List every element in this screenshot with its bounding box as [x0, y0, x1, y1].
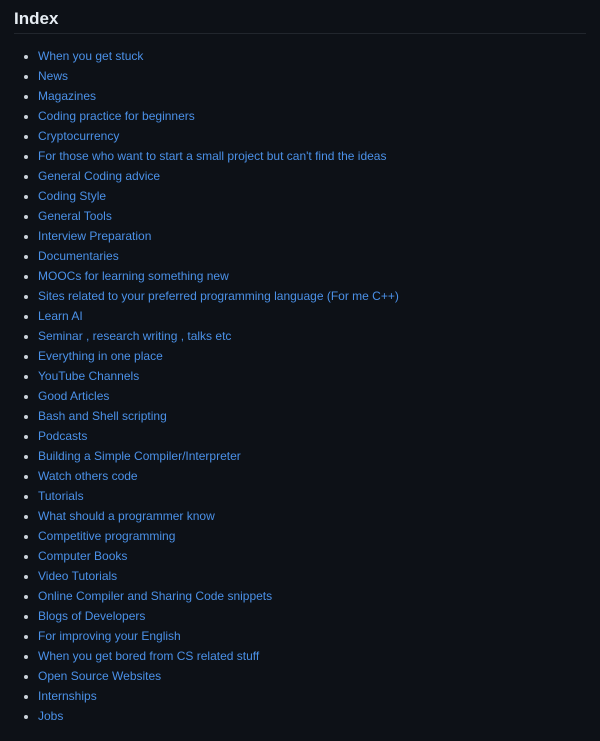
list-item	[38, 648, 586, 665]
index-link[interactable]: When you get stuck	[38, 49, 144, 63]
list-item	[38, 628, 586, 645]
index-link[interactable]: Seminar , research writing , talks etc	[38, 329, 232, 343]
index-link[interactable]: YouTube Channels	[38, 369, 140, 383]
list-item	[38, 328, 586, 345]
index-link[interactable]: Magazines	[38, 89, 97, 103]
index-link[interactable]: Bash and Shell scripting	[38, 409, 167, 423]
list-item	[38, 588, 586, 605]
list-item	[38, 488, 586, 505]
index-link[interactable]: Podcasts	[38, 429, 88, 443]
index-list	[14, 48, 586, 725]
list-item	[38, 408, 586, 425]
index-link[interactable]: For those who want to start a small project but can't find the ideas	[38, 149, 387, 163]
list-item	[38, 708, 586, 725]
index-link[interactable]: General Tools	[38, 209, 112, 223]
list-item	[38, 188, 586, 205]
list-item	[38, 248, 586, 265]
index-link[interactable]: Open Source Websites	[38, 669, 162, 683]
list-item	[38, 528, 586, 545]
index-link[interactable]: Coding practice for beginners	[38, 109, 195, 123]
index-link[interactable]: Jobs	[38, 709, 64, 723]
index-link[interactable]: Interview Preparation	[38, 229, 152, 243]
index-link[interactable]: Tutorials	[38, 489, 84, 503]
list-item	[38, 268, 586, 285]
index-link[interactable]: General Coding advice	[38, 169, 161, 183]
index-link[interactable]: MOOCs for learning something new	[38, 269, 229, 283]
list-item	[38, 168, 586, 185]
list-item	[38, 148, 586, 165]
list-item	[38, 608, 586, 625]
index-link[interactable]: Documentaries	[38, 249, 119, 263]
list-item	[38, 508, 586, 525]
list-item	[38, 568, 586, 585]
index-link[interactable]: Sites related to your preferred programming language (For me C++)	[38, 289, 399, 303]
index-link[interactable]: Coding Style	[38, 189, 107, 203]
index-link[interactable]: Building a Simple Compiler/Interpreter	[38, 449, 241, 463]
page-title: Index	[14, 9, 586, 34]
list-item	[38, 48, 586, 65]
index-link[interactable]: Computer Books	[38, 549, 128, 563]
list-item	[38, 468, 586, 485]
list-item	[38, 68, 586, 85]
index-link[interactable]: Learn AI	[38, 309, 83, 323]
index-link[interactable]: Competitive programming	[38, 529, 176, 543]
list-item	[38, 348, 586, 365]
index-link[interactable]: Cryptocurrency	[38, 129, 120, 143]
list-item	[38, 208, 586, 225]
index-link[interactable]: For improving your English	[38, 629, 181, 643]
index-link[interactable]: Online Compiler and Sharing Code snippets	[38, 589, 273, 603]
index-link[interactable]: Blogs of Developers	[38, 609, 146, 623]
index-link[interactable]: Internships	[38, 689, 97, 703]
list-item	[38, 228, 586, 245]
list-item	[38, 308, 586, 325]
index-link[interactable]: Video Tutorials	[38, 569, 118, 583]
list-item	[38, 688, 586, 705]
list-item	[38, 108, 586, 125]
list-item	[38, 448, 586, 465]
list-item	[38, 368, 586, 385]
index-link[interactable]: Watch others code	[38, 469, 138, 483]
list-item	[38, 668, 586, 685]
index-link[interactable]: Everything in one place	[38, 349, 163, 363]
list-item	[38, 428, 586, 445]
list-item	[38, 548, 586, 565]
index-link[interactable]: What should a programmer know	[38, 509, 215, 523]
index-link[interactable]: Good Articles	[38, 389, 110, 403]
list-item	[38, 128, 586, 145]
index-link[interactable]: When you get bored from CS related stuff	[38, 649, 260, 663]
list-item	[38, 388, 586, 405]
list-item	[38, 288, 586, 305]
index-link[interactable]: News	[38, 69, 69, 83]
list-item	[38, 88, 586, 105]
